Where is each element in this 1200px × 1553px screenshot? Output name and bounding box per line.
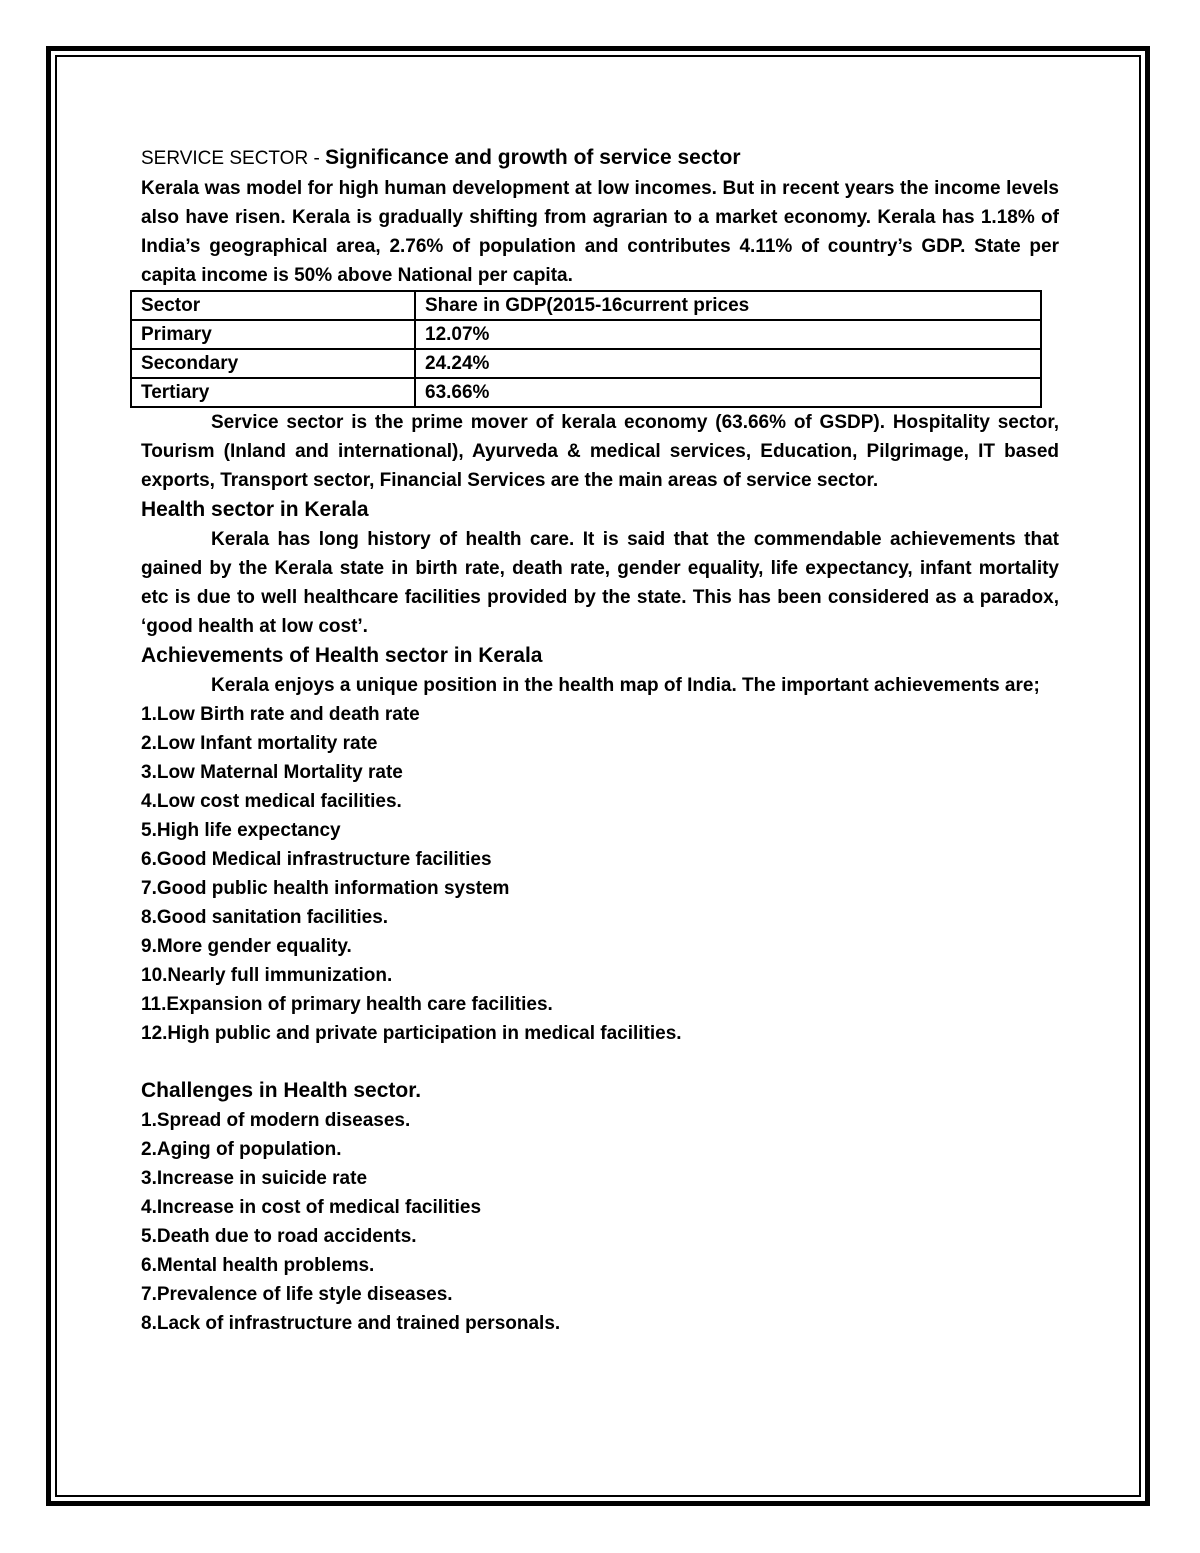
service-sector-heading — [141, 143, 1059, 174]
list-item: 1.Spread of modern diseases. — [141, 1110, 411, 1131]
list-item: 10.Nearly full immunization. — [141, 965, 393, 986]
list-item: 3.Increase in suicide rate — [141, 1168, 368, 1189]
table-row — [131, 378, 1041, 407]
achievements-list — [141, 700, 1059, 1048]
list-item: 6.Mental health problems. — [141, 1255, 375, 1276]
table-cell-sector: Tertiary — [131, 378, 415, 407]
challenges-heading: Challenges in Health sector. — [141, 1079, 422, 1102]
table-header-cell: Share in GDP(2015-16current prices — [415, 291, 1041, 320]
gdp-share-table — [130, 290, 1042, 408]
list-item: 5.High life expectancy — [141, 820, 341, 841]
table-row — [131, 349, 1041, 378]
list-item: 1.Low Birth rate and death rate — [141, 704, 420, 725]
list-item: 9.More gender equality. — [141, 936, 352, 957]
table-cell-share: 63.66% — [415, 378, 1041, 407]
list-item: 6.Good Medical infrastructure facilities — [141, 849, 492, 870]
health-sector-heading: Health sector in Kerala — [141, 498, 369, 521]
service-paragraph: Service sector is the prime mover of kerala economy (63.66% of GSDP). Hospitality sector, Tourism (Inland and international), Ayurveda & medical services, Education, Pilgrimage, IT based exports, Transport sector, Financial Services are the main areas of service sector. — [141, 412, 1059, 491]
list-item: 11.Expansion of primary health care facilities. — [141, 994, 553, 1015]
list-item: 12.High public and private participation in medical facilities. — [141, 1023, 682, 1044]
table-cell-sector: Primary — [131, 320, 415, 349]
document-body — [141, 143, 1059, 1338]
health-paragraph: Kerala has long history of health care. It is said that the commendable achievements that gained by the Kerala state in birth rate, death rate, gender equality, life expectancy, infant mortality etc is due to well healthcare facilities provided by the state. This has been considered as a paradox, ‘good health at low cost’. — [141, 529, 1059, 637]
spacer — [141, 1048, 1059, 1076]
table-header-row — [131, 291, 1041, 320]
list-item: 7.Prevalence of life style diseases. — [141, 1284, 453, 1305]
table-row — [131, 320, 1041, 349]
table-cell-share: 24.24% — [415, 349, 1041, 378]
table-header-cell: Sector — [131, 291, 415, 320]
list-item: 8.Good sanitation facilities. — [141, 907, 389, 928]
achievements-heading: Achievements of Health sector in Kerala — [141, 644, 543, 667]
list-item: 4.Increase in cost of medical facilities — [141, 1197, 482, 1218]
list-item: 4.Low cost medical facilities. — [141, 791, 402, 812]
achievements-intro: Kerala enjoys a unique position in the health map of India. The important achievements are; — [211, 675, 1040, 696]
table-cell-sector: Secondary — [131, 349, 415, 378]
list-item: 2.Low Infant mortality rate — [141, 733, 378, 754]
service-sector-title: Significance and growth of service sector — [325, 146, 741, 169]
list-item: 5.Death due to road accidents. — [141, 1226, 417, 1247]
challenges-list — [141, 1106, 1059, 1338]
list-item: 2.Aging of population. — [141, 1139, 342, 1160]
table-cell-share: 12.07% — [415, 320, 1041, 349]
service-intro-paragraph: Kerala was model for high human development at low incomes. But in recent years the income levels also have risen. Kerala is gradually shifting from agrarian to a market economy. Kerala has 1.18% of India’s geographical area, 2.76% of population and contributes 4.11% of country’s GDP. State per capita income is 50% above National per capita. — [141, 178, 1059, 286]
list-item: 8.Lack of infrastructure and trained personals. — [141, 1313, 561, 1334]
service-sector-label: SERVICE SECTOR - — [141, 148, 326, 169]
list-item: 7.Good public health information system — [141, 878, 510, 899]
list-item: 3.Low Maternal Mortality rate — [141, 762, 403, 783]
